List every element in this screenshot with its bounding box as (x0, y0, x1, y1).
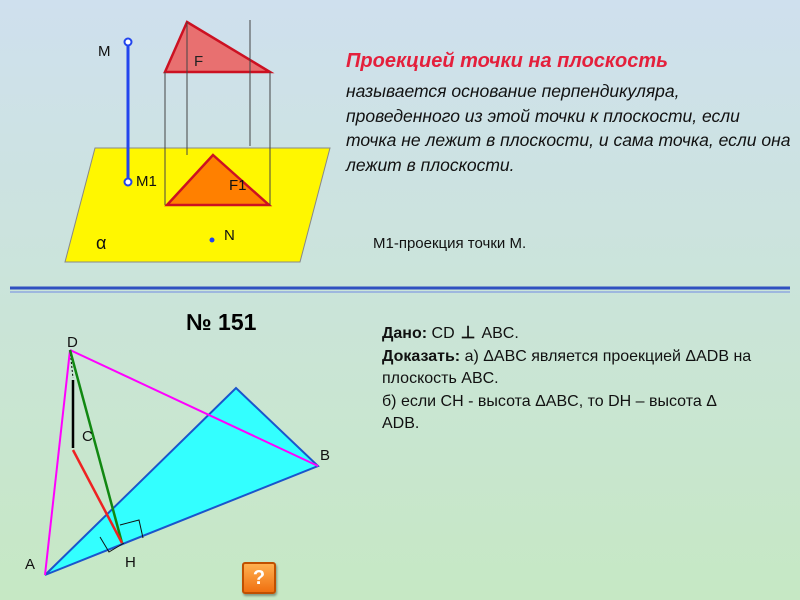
prove-label: Доказать: (382, 347, 461, 365)
label-b: B (320, 447, 331, 464)
projection-note: М1-проекция точки М. (373, 235, 527, 252)
label-a: A (25, 556, 36, 573)
label-d: D (67, 334, 78, 351)
label-alpha: α (96, 233, 107, 253)
triangle-abc (45, 388, 318, 575)
point-m (125, 39, 132, 46)
label-n: N (224, 227, 235, 244)
hint-button[interactable]: ? (242, 562, 276, 594)
problem-statement (382, 322, 752, 436)
label-m: M (98, 43, 111, 60)
definition-body: называется основание перпендикуляра, проведенного из этой точки к плоскости, если точка не лежит в плоскости, и сама точка, если она лежит в плоскости. (346, 81, 791, 175)
triangle-f (165, 22, 270, 72)
given-left: CD (431, 325, 455, 342)
definition-title: Проекцией точки на плоскость (346, 50, 669, 72)
point-m1 (125, 179, 132, 186)
label-m1: M1 (136, 173, 157, 190)
given-line (382, 322, 752, 346)
prove-a: а) ΔABC является проекцией ΔADB на плоскость ABC. (382, 347, 752, 387)
label-c: C (82, 428, 93, 445)
perpendicular-symbol: ⊥ (460, 323, 476, 342)
given-label: Дано: (382, 325, 428, 342)
prove-line (382, 346, 752, 391)
segment-dh (70, 350, 122, 543)
label-h: H (125, 554, 136, 571)
point-n (210, 238, 215, 243)
label-f: F (194, 53, 204, 70)
prove-b: б) если CH - высота ΔABC, то DH – высота Δ ADB. (382, 392, 716, 432)
label-f1: F1 (229, 177, 247, 194)
given-right: ABC. (481, 325, 519, 342)
problem-number: № 151 (186, 309, 257, 335)
